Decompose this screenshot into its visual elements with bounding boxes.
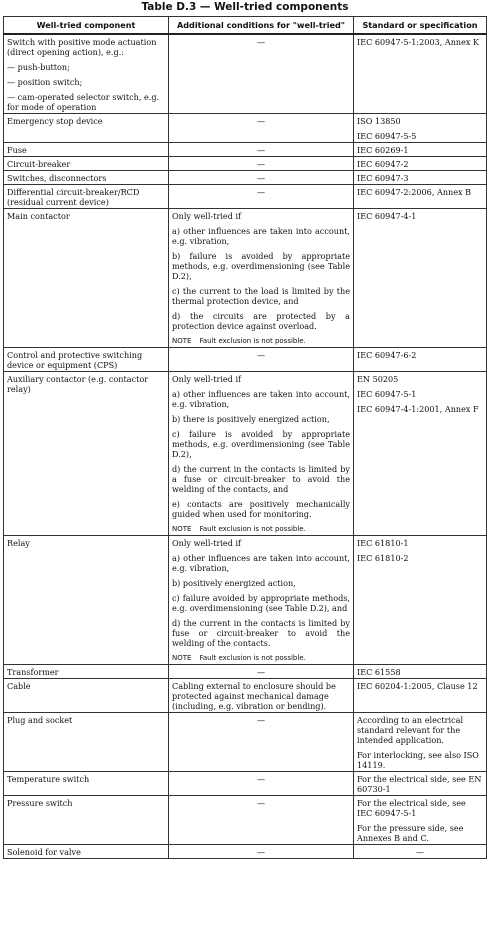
table-row <box>4 665 487 679</box>
cell-paragraph: Pressure switch <box>7 798 73 808</box>
cell-paragraph: e) contacts are positively mechanically guided when used for monitoring. <box>172 499 350 519</box>
component-cell <box>4 185 169 209</box>
standard-cell <box>354 536 487 665</box>
standard-cell <box>354 665 487 679</box>
table-row <box>4 143 487 157</box>
component-cell <box>4 372 169 536</box>
cell-paragraph: Cabling external to enclosure should be protected against mechanical damage (including, e.g. vibration or bending). <box>172 681 336 711</box>
cell-paragraph: d) the current in the contacts is limited by fuse or circuit-breaker to avoid the welding of the contacts. <box>172 618 350 648</box>
component-cell <box>4 665 169 679</box>
cell-paragraph: IEC 60947-5-1:2003, Annex K <box>357 37 480 47</box>
standard-cell <box>354 845 487 859</box>
component-cell <box>4 772 169 796</box>
cell-paragraph: c) failure avoided by appropriate methods, e.g. overdimensioning (see Table D.2), and <box>172 593 350 613</box>
cell-paragraph: b) positively energized action, <box>172 578 296 588</box>
cell-paragraph: Only well-tried if <box>172 538 242 548</box>
cell-paragraph: — <box>256 173 266 183</box>
cell-paragraph: — <box>256 715 266 725</box>
cell-paragraph: IEC 61810-1 <box>357 538 409 548</box>
standard-cell <box>354 157 487 171</box>
cell-paragraph: — <box>256 774 266 784</box>
conditions-cell <box>169 34 354 114</box>
standard-cell <box>354 209 487 348</box>
standard-cell <box>354 171 487 185</box>
standard-cell <box>354 772 487 796</box>
standard-cell <box>354 348 487 372</box>
conditions-cell <box>169 209 354 348</box>
cell-paragraph: d) the current in the contacts is limited by a fuse or circuit-breaker to avoid the welding of the contacts, and <box>172 464 350 494</box>
standard-cell <box>354 796 487 845</box>
cell-paragraph: — <box>256 159 266 169</box>
table-row <box>4 114 487 143</box>
cell-paragraph: Control and protective switching device or equipment (CPS) <box>7 350 143 370</box>
conditions-cell <box>169 713 354 772</box>
conditions-cell <box>169 143 354 157</box>
table-row <box>4 185 487 209</box>
cell-paragraph: For interlocking, see also ISO 14119. <box>357 750 479 770</box>
table-caption: Table D.3 — Well-tried components <box>141 1 349 13</box>
cell-paragraph: Transformer <box>7 667 59 677</box>
cell-paragraph: IEC 61558 <box>357 667 401 677</box>
cell-paragraph: c) failure is avoided by appropriate methods, e.g. overdimensioning (see Table D.2), <box>172 429 350 459</box>
cell-paragraph: For the electrical side, see EN 60730-1 <box>357 774 482 794</box>
cell-paragraph: According to an electrical standard relevant for the intended application. <box>357 715 464 745</box>
conditions-cell <box>169 185 354 209</box>
table-row <box>4 845 487 859</box>
conditions-cell <box>169 171 354 185</box>
conditions-cell <box>169 772 354 796</box>
note-body: Fault exclusion is not possible. <box>199 337 306 345</box>
component-cell <box>4 796 169 845</box>
cell-paragraph: For the pressure side, see Annexes B and C. <box>357 823 464 843</box>
cell-paragraph: Fuse <box>7 145 27 155</box>
cell-paragraph: IEC 60947-5-5 <box>357 131 417 141</box>
header-standard: Standard or specification <box>354 17 487 35</box>
component-cell <box>4 143 169 157</box>
table-row <box>4 157 487 171</box>
table-row <box>4 713 487 772</box>
component-cell <box>4 114 169 143</box>
conditions-cell <box>169 157 354 171</box>
cell-paragraph: IEC 60204-1:2005, Clause 12 <box>357 681 478 691</box>
standard-cell <box>354 34 487 114</box>
cell-paragraph: Main contactor <box>7 211 70 221</box>
cell-paragraph: Only well-tried if <box>172 374 242 384</box>
standard-cell <box>354 114 487 143</box>
cell-paragraph: b) failure is avoided by appropriate methods, e.g. overdimensioning (see Table D.2), <box>172 251 350 281</box>
table-row <box>4 679 487 713</box>
table-row <box>4 209 487 348</box>
cell-paragraph: Temperature switch <box>7 774 90 784</box>
cell-paragraph: IEC 60947-6-2 <box>357 350 417 360</box>
table-row <box>4 34 487 114</box>
conditions-cell <box>169 679 354 713</box>
component-cell <box>4 209 169 348</box>
component-cell <box>4 171 169 185</box>
conditions-cell <box>169 536 354 665</box>
component-cell <box>4 713 169 772</box>
cell-paragraph: — <box>256 667 266 677</box>
cell-paragraph: IEC 60269-1 <box>357 145 409 155</box>
cell-paragraph: — position switch; <box>7 77 83 87</box>
cell-paragraph: Cable <box>7 681 31 691</box>
component-cell <box>4 679 169 713</box>
standard-cell <box>354 713 487 772</box>
conditions-cell <box>169 845 354 859</box>
note-label: NOTE <box>172 337 192 345</box>
conditions-cell <box>169 114 354 143</box>
component-cell <box>4 157 169 171</box>
note-body: Fault exclusion is not possible. <box>199 654 306 662</box>
cell-paragraph: — push-button; <box>7 62 70 72</box>
cell-paragraph: — <box>256 145 266 155</box>
note-text <box>172 653 350 663</box>
cell-paragraph: Differential circuit-breaker/RCD (residual current device) <box>7 187 140 207</box>
cell-paragraph: Plug and socket <box>7 715 73 725</box>
conditions-cell <box>169 348 354 372</box>
cell-paragraph: — <box>415 847 425 857</box>
table-header-row <box>4 17 487 35</box>
cell-paragraph: a) other influences are taken into account, e.g. vibration, <box>172 389 350 409</box>
table-row <box>4 348 487 372</box>
standard-cell <box>354 679 487 713</box>
cell-paragraph: IEC 60947-4-1 <box>357 211 417 221</box>
cell-paragraph: IEC 61810-2 <box>357 553 409 563</box>
cell-paragraph: Only well-tried if <box>172 211 242 221</box>
note-text <box>172 524 350 534</box>
conditions-cell <box>169 796 354 845</box>
component-cell <box>4 845 169 859</box>
cell-paragraph: Relay <box>7 538 30 548</box>
standard-cell <box>354 372 487 536</box>
cell-paragraph: Switches, disconnectors <box>7 173 107 183</box>
component-cell <box>4 348 169 372</box>
table-body <box>4 34 487 859</box>
cell-paragraph: Solenoid for valve <box>7 847 81 857</box>
table-row <box>4 171 487 185</box>
cell-paragraph: ISO 13850 <box>357 116 401 126</box>
cell-paragraph: Auxiliary contactor (e.g. contactor relay) <box>7 374 149 394</box>
component-cell <box>4 536 169 665</box>
cell-paragraph: — <box>256 187 266 197</box>
cell-paragraph: IEC 60947-2 <box>357 159 409 169</box>
note-text <box>172 336 350 346</box>
cell-paragraph: — <box>256 116 266 126</box>
cell-paragraph: EN 50205 <box>357 374 399 384</box>
standard-cell <box>354 143 487 157</box>
note-label: NOTE <box>172 525 192 533</box>
table-row <box>4 796 487 845</box>
standard-cell <box>354 185 487 209</box>
cell-paragraph: IEC 60947-5-1 <box>357 389 417 399</box>
table-row <box>4 772 487 796</box>
cell-paragraph: a) other influences are taken into account, e.g. vibration, <box>172 226 350 246</box>
cell-paragraph: d) the circuits are protected by a protection device against overload. <box>172 311 350 331</box>
cell-paragraph: a) other influences are taken into account, e.g. vibration, <box>172 553 350 573</box>
header-component: Well-tried component <box>4 17 169 35</box>
cell-paragraph: Circuit-breaker <box>7 159 71 169</box>
cell-paragraph: Emergency stop device <box>7 116 103 126</box>
table-row <box>4 372 487 536</box>
cell-paragraph: — <box>256 350 266 360</box>
cell-paragraph: — <box>256 37 266 47</box>
cell-paragraph: c) the current to the load is limited by the thermal protection device, and <box>172 286 350 306</box>
conditions-cell <box>169 372 354 536</box>
cell-paragraph: — <box>256 847 266 857</box>
conditions-cell <box>169 665 354 679</box>
cell-paragraph: — cam-operated selector switch, e.g. for mode of operation <box>7 92 160 112</box>
cell-paragraph: Switch with positive mode actuation (direct opening action), e.g.: <box>7 37 157 57</box>
note-label: NOTE <box>172 654 192 662</box>
cell-paragraph: IEC 60947-3 <box>357 173 409 183</box>
cell-paragraph: IEC 60947-4-1:2001, Annex F <box>357 404 479 414</box>
cell-paragraph: IEC 60947-2:2006, Annex B <box>357 187 472 197</box>
table-row <box>4 536 487 665</box>
cell-paragraph: For the electrical side, see IEC 60947-5-1 <box>357 798 466 818</box>
component-cell <box>4 34 169 114</box>
cell-paragraph: — <box>256 798 266 808</box>
note-body: Fault exclusion is not possible. <box>199 525 306 533</box>
cell-paragraph: b) there is positively energized action, <box>172 414 330 424</box>
header-conditions: Additional conditions for "well-tried" <box>169 17 354 35</box>
well-tried-components-table <box>3 16 487 859</box>
